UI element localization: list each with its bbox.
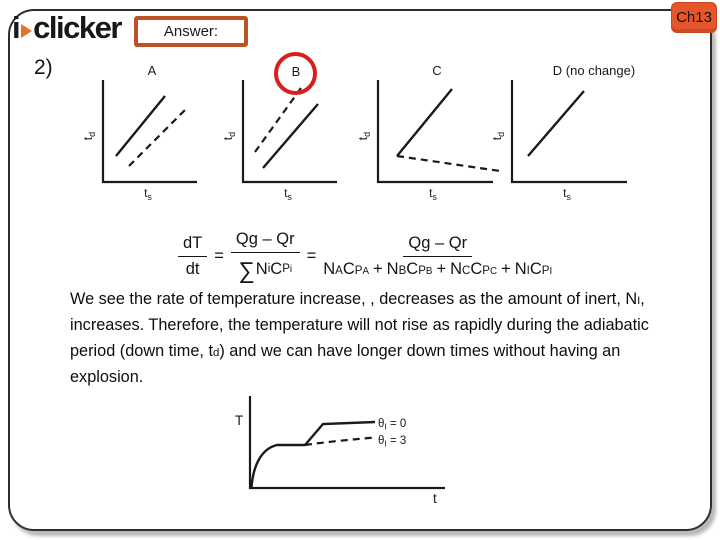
panel-a-axes: [103, 80, 197, 182]
chapter-tab[interactable]: [671, 2, 717, 33]
answer-label: Answer:: [163, 23, 219, 40]
eq-sum-fraction: Qg – Qr ∑ N i C $P_i$: [231, 229, 300, 283]
tchart-dashed-branch: [305, 438, 375, 446]
panel-d-label: D (no change): [552, 63, 636, 78]
tchart-rise-curve: [252, 445, 306, 487]
chapter-tab-label: Ch13: [676, 9, 712, 26]
eq-expanded-fraction: Qg – Qr $N_AC_{P_A}$ + $N_BC_{P_B}$ + $N_CC_{P_C}$ + $N_IC_{P_I}$: [323, 234, 553, 278]
iclicker-logo: [12, 8, 121, 48]
tchart-legend-dashed: $\theta_I = 3$: [378, 435, 407, 449]
panel-c-label: C: [432, 63, 442, 78]
panel-d-solid-line: [528, 91, 584, 156]
tchart-solid-branch: [305, 422, 375, 445]
panel-d-axes: [512, 80, 627, 182]
graph-panel-c: [356, 58, 510, 203]
correct-answer-circle-annotation: [274, 52, 317, 95]
question-number: 2): [34, 56, 53, 79]
panel-b-axes: [243, 80, 337, 182]
tchart-axes: [250, 396, 445, 488]
rate-equation: [178, 229, 552, 283]
panel-d-ylabel: $t_d$: [490, 131, 506, 141]
graph-panel-a: [81, 58, 220, 203]
panel-c-xlabel: $t_s$: [429, 186, 437, 202]
panel-b-xlabel: $t_s$: [284, 186, 292, 202]
eq-term: $N_AC_{P_A}$: [323, 259, 370, 278]
graph-panel-d: [490, 58, 644, 203]
panel-c-ylabel: $t_d$: [356, 131, 372, 141]
panel-c-solid-line: [397, 89, 452, 156]
panel-a-xlabel: $t_s$: [144, 186, 152, 202]
equals-sign: =: [306, 246, 317, 265]
explanation-paragraph: We see the rate of temperature increase, , decreases as the amount of inert, $N_I$, increases. Therefore, the temperature will not rise as rapidly during the adiabatic period (down time, $t_d$) and we can have longer down times without having an explosion.: [70, 290, 649, 387]
tchart-ylabel: T: [235, 413, 244, 428]
answer-box: [134, 16, 248, 47]
logo-text-i: i: [12, 10, 20, 45]
panel-a-solid-line: [116, 96, 165, 156]
panel-b-ylabel: $t_d$: [221, 131, 237, 141]
eq-term: $N_BC_{P_B}$: [386, 259, 433, 278]
panel-c-dashed-line: [397, 156, 500, 171]
panel-a-ylabel: $t_d$: [81, 131, 97, 141]
sigma-symbol: ∑: [238, 256, 255, 283]
panel-a-dashed-line: [129, 108, 187, 166]
eq-term: $N_IC_{P_I}$: [514, 259, 553, 278]
panel-b-dashed-line: [255, 88, 301, 152]
panel-d-xlabel: $t_s$: [563, 186, 571, 202]
play-triangle-icon: [21, 24, 32, 38]
tchart-legend-solid: $\theta_I = 0$: [378, 418, 407, 432]
temperature-time-chart: [225, 388, 455, 513]
panel-a-label: A: [147, 63, 157, 78]
eq-term: $N_CC_{P_C}$: [450, 259, 498, 278]
logo-text-clicker: clicker: [33, 10, 121, 45]
equals-sign: =: [214, 246, 224, 265]
eq-lhs-fraction: $\frac{dT}{dt}$: [178, 233, 207, 279]
panel-b-label: B: [291, 64, 301, 79]
panel-b-solid-line: [263, 104, 318, 168]
panel-c-axes: [378, 80, 493, 182]
tchart-xlabel: t: [433, 491, 437, 506]
